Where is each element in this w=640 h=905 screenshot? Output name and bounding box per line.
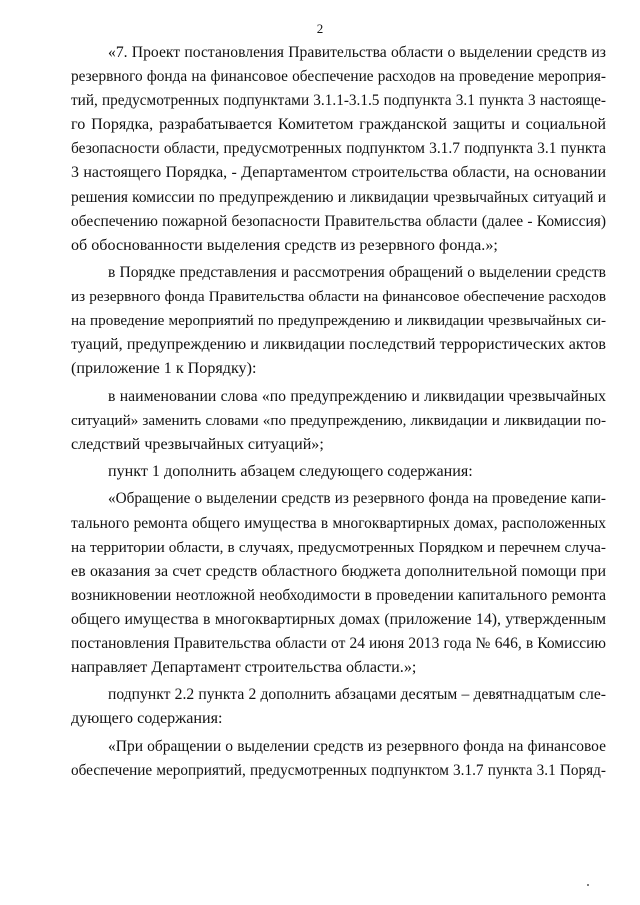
text-line: пункт 1 дополнить абзацем следующего содержания: [108,463,473,481]
scan-speck [587,884,589,886]
text-line: «Обращение о выделении средств из резервного фонда на проведение капи- [108,490,606,508]
text-line: безопасности области, предусмотренных подпунктом 3.1.7 подпункта 3.1 пункта [71,140,606,158]
text-line: на территории области, в случаях, предусмотренных Порядком и перечнем случа- [71,538,606,556]
text-line: обеспечению пожарной безопасности Правительства области (далее - Комиссия) [71,212,606,230]
text-line: 3 настоящего Порядка, - Департаментом строительства области, на основании [71,164,606,182]
text-line: туаций, предупреждению и ликвидации последствий террористических актов [71,336,606,354]
text-line: обеспечение мероприятий, предусмотренных подпунктом 3.1.7 пункта 3.1 Поряд- [71,761,606,779]
text-line: (приложение 1 к Порядку): [71,360,257,378]
text-line: ситуаций» заменить словами «по предупреждению, ликвидации и ликвидации по- [71,411,606,429]
text-line: «При обращении о выделении средств из резервного фонда на финансовое [108,737,606,755]
text-line: ев оказания за счет средств областного бюджета дополнительной помощи при [71,562,606,580]
paragraph [71,385,606,457]
text-line: решения комиссии по предупреждению и ликвидации чрезвычайных ситуаций и [71,188,606,206]
text-line: возникновении неотложной необходимости в проведении капитального ремонта [71,586,606,604]
text-line: «7. Проект постановления Правительства области о выделении средств из [108,44,606,61]
text-line: дующего содержания: [71,710,223,728]
text-line: тального ремонта общего имущества в многоквартирных домах, расположенных [71,514,606,532]
text-line: из резервного фонда Правительства области на финансовое обеспечение расходов [71,288,606,306]
paragraph [71,460,606,484]
text-line: общего имущества в многоквартирных домах (приложение 14), утвержденным [71,610,606,628]
text-line: направляет Департамент строительства области.»; [71,659,417,677]
paragraph [71,41,606,258]
text-line: в Порядке представления и рассмотрения обращений о выделении средств [108,264,606,282]
text-line: постановления Правительства области от 24 июня 2013 года № 646, в Комиссию [71,635,606,652]
page-number: 2 [316,21,324,36]
text-line: резервного фонда на финансовое обеспечение расходов на проведение мероприя- [71,68,606,86]
text-line: об обоснованности выделения средств из резервного фонда.»; [71,236,498,254]
text-line: подпункт 2.2 пункта 2 дополнить абзацами десятым – девятнадцатым сле- [108,686,606,704]
paragraph [71,683,606,731]
text-line: в наименовании слова «по предупреждению и ликвидации чрезвычайных [108,387,606,405]
paragraph [71,487,606,680]
text-line: следствий чрезвычайных ситуаций»; [71,435,324,453]
text-line: го Порядка, разрабатывается Комитетом гражданской защиты и социальной [71,116,606,134]
text-line: на проведение мероприятий по предупреждению и ликвидации чрезвычайных си- [71,312,606,330]
document-body [71,41,606,783]
paragraph [71,735,606,783]
text-line: тий, предусмотренных подпунктами 3.1.1-3.1.5 подпункта 3.1 пункта 3 настояще- [71,92,606,110]
paragraph [71,261,606,381]
